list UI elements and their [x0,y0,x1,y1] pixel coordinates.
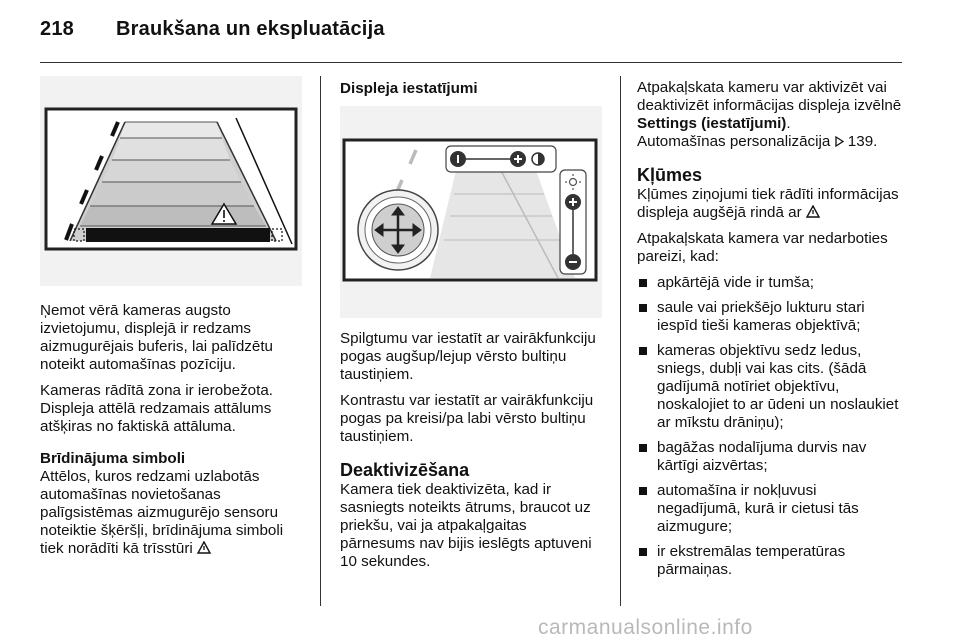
list-item: saule vai priekšējo lukturu stari iespīd tieši kameras objektīvā; [637,299,903,335]
rear-camera-figure [40,76,302,286]
list-item: ir ekstremālas temperatūras pārmaiņas. [637,543,903,579]
list-item: automašīna ir nokļuvusi negadījumā, kurā ir cietusi tās aizmugure; [637,482,903,536]
paragraph-camera-may-fail: Atpakaļskata kamera var nedarboties pareizi, kad: [637,230,888,265]
warning-triangle-icon [806,205,820,218]
column-middle-top [340,80,602,106]
page-header [40,18,385,41]
paragraph-deactivation: Kamera tiek deaktivizēta, kad ir sasniegts noteikts ātrums, braucot uz priekšu, vai ja atpakaļgaitas pārnesums nav bijis ieslēgts aptuveni 10 sekundes. [340,481,592,570]
heading-display-settings: Displeja iestatījumi [340,80,478,97]
rear-camera-illustration [40,76,302,286]
warning-triangle-icon [197,541,211,554]
page-title: Braukšana un ekspluatācija [116,18,385,40]
heading-warning-symbols: Brīdinājuma simboli [40,450,186,467]
column-divider-right [620,76,621,606]
conditions-list [637,274,903,579]
header-rule [40,62,902,63]
list-item: kameras objektīvu sedz ledus, sniegs, dubļi vai kas cits. (šādā gadījumā notīriet objektīvu, noskalojiet to ar ūdeni un noslaukiet ar mīkstu drāniņu); [637,342,903,432]
paragraph-camera-position: Ņemot vērā kameras augsto izvietojumu, displejā ir redzams aizmugurējais buferis, lai palīdzētu noteikt automašīnas pozīciju. [40,302,273,373]
display-settings-illustration [340,106,602,318]
list-item: bagāžas nodalījuma durvis nav kārtīgi aizvērtas; [637,439,903,475]
page-number: 218 [40,18,74,40]
paragraph-faults: Kļūmes ziņojumi tiek rādīti informācijas displeja augšējā rindā ar [637,186,899,221]
column-middle [340,330,604,579]
page-reference-arrow-icon [835,136,844,147]
column-right [637,79,903,586]
paragraph-camera-zone: Kameras rādītā zona ir ierobežota. Displeja attēlā redzamais attālums atšķiras no faktiskā attāluma. [40,382,273,435]
display-settings-figure [340,106,602,318]
paragraph-warning-symbols: Attēlos, kuros redzami uzlabotās automašīnas novietošanas palīgsistēmas aizmugurējo sensoru noteiktie šķēršļi, brīdinājuma simboli tiek norādīti kā trīsstūri [40,468,284,557]
watermark: carmanualsonline.info [538,616,753,639]
paragraph-activation: Atpakaļskata kameru var aktivizēt vai deaktivizēt informācijas displeja izvēlnē Settings (iestatījumi). Automašīnas personalizācija 139. [637,79,902,150]
list-item: apkārtējā vide ir tumša; [637,274,903,292]
column-left [40,302,302,566]
paragraph-contrast: Kontrastu var iestatīt ar vairākfunkciju pogas pa kreisi/pa labi vērsto bultiņu taustiņiem. [340,392,594,445]
section-faults: Kļūmes [637,165,703,185]
paragraph-brightness: Spilgtumu var iestatīt ar vairākfunkciju pogas augšup/lejup vērsto bultiņu taustiņiem. [340,330,596,383]
section-deactivation: Deaktivizēšana [340,460,470,480]
column-divider-left [320,76,321,606]
